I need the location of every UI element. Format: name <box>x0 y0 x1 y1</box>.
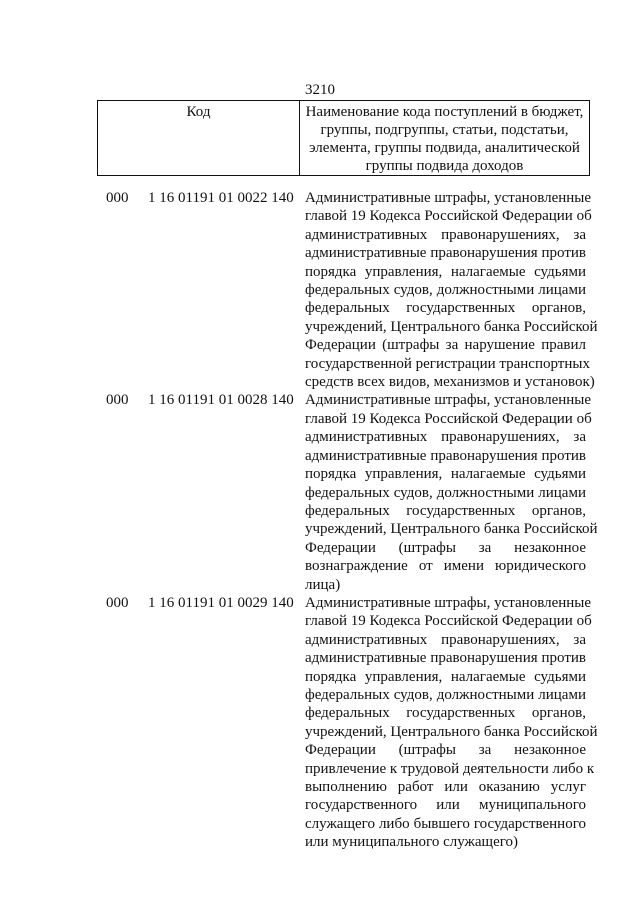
description-line: административных правонарушениях, за <box>305 226 586 243</box>
description-line: служащего либо бывшего государственного <box>305 815 586 832</box>
table-header <box>97 100 590 176</box>
description-line: выполнению работ или оказанию услуг <box>305 779 586 795</box>
description-line: федеральных государственных органов, <box>305 300 586 317</box>
table-row <box>0 189 640 391</box>
description-line: государственного или муниципального <box>305 797 586 814</box>
row-prefix: 000 <box>106 190 129 206</box>
description-line: федеральных государственных органов, <box>305 502 586 519</box>
description-line: вознаграждение от имени юридического <box>305 558 586 575</box>
description-line: лица) <box>305 576 341 593</box>
description-line: федеральных судов, должностными лицами <box>305 282 586 299</box>
table-row <box>0 391 640 593</box>
description-line: привлечение к трудовой деятельности либо к <box>305 760 595 777</box>
description-line: Федерации (штрафы за нарушение правил <box>305 337 586 354</box>
row-prefix: 000 <box>106 392 129 409</box>
row-description <box>305 391 598 593</box>
row-prefix: 000 <box>106 594 129 611</box>
description-line: федеральных судов, должностными лицами <box>305 484 586 501</box>
description-line: главой 19 Кодекса Российской Федерации об <box>305 613 592 630</box>
row-code: 1 16 01191 01 0022 140 <box>148 190 294 206</box>
description-line: Административные штрафы, установленные <box>305 392 592 409</box>
description-line: порядка управления, налагаемые судьями <box>305 466 586 483</box>
header-code-column: Код <box>98 101 300 175</box>
description-line: административные правонарушения против <box>305 245 586 262</box>
header-name-column: Наименование кода поступлений в бюджет, группы, подгруппы, статьи, подстатьи, элемента, группы подвида, аналитической группы подвида доходов <box>305 104 584 174</box>
description-line: главой 19 Кодекса Российской Федерации об <box>305 410 592 427</box>
description-line: государственной регистрации транспортных <box>305 355 590 372</box>
description-line: федеральных судов, должностными лицами <box>305 686 586 703</box>
description-line: Административные штрафы, установленные <box>305 190 592 206</box>
table-row <box>0 594 640 852</box>
row-code: 1 16 01191 01 0028 140 <box>148 392 294 409</box>
row-description <box>305 594 598 852</box>
page-number: 3210 <box>305 82 335 98</box>
description-line: средств всех видов, механизмов и установок) <box>305 374 595 391</box>
description-line: учреждений, Центрального банка Российской <box>305 318 598 335</box>
description-line: Федерации (штрафы за незаконное <box>305 539 586 556</box>
description-line: административных правонарушениях, за <box>305 429 586 446</box>
description-line: учреждений, Центрального банка Российской <box>305 723 598 740</box>
description-line: административные правонарушения против <box>305 650 586 667</box>
description-line: Административные штрафы, установленные <box>305 594 592 611</box>
table-body <box>0 189 640 852</box>
description-line: федеральных государственных органов, <box>305 705 586 722</box>
row-description <box>305 189 598 391</box>
description-line: административные правонарушения против <box>305 447 586 464</box>
description-line: учреждений, Центрального банка Российской <box>305 521 598 538</box>
description-line: или муниципального служащего) <box>305 834 519 851</box>
description-line: порядка управления, налагаемые судьями <box>305 668 586 685</box>
description-line: административных правонарушениях, за <box>305 631 586 648</box>
row-code: 1 16 01191 01 0029 140 <box>148 594 294 611</box>
description-line: Федерации (штрафы за незаконное <box>305 742 586 759</box>
description-line: порядка управления, налагаемые судьями <box>305 263 586 280</box>
description-line: главой 19 Кодекса Российской Федерации об <box>305 208 592 225</box>
